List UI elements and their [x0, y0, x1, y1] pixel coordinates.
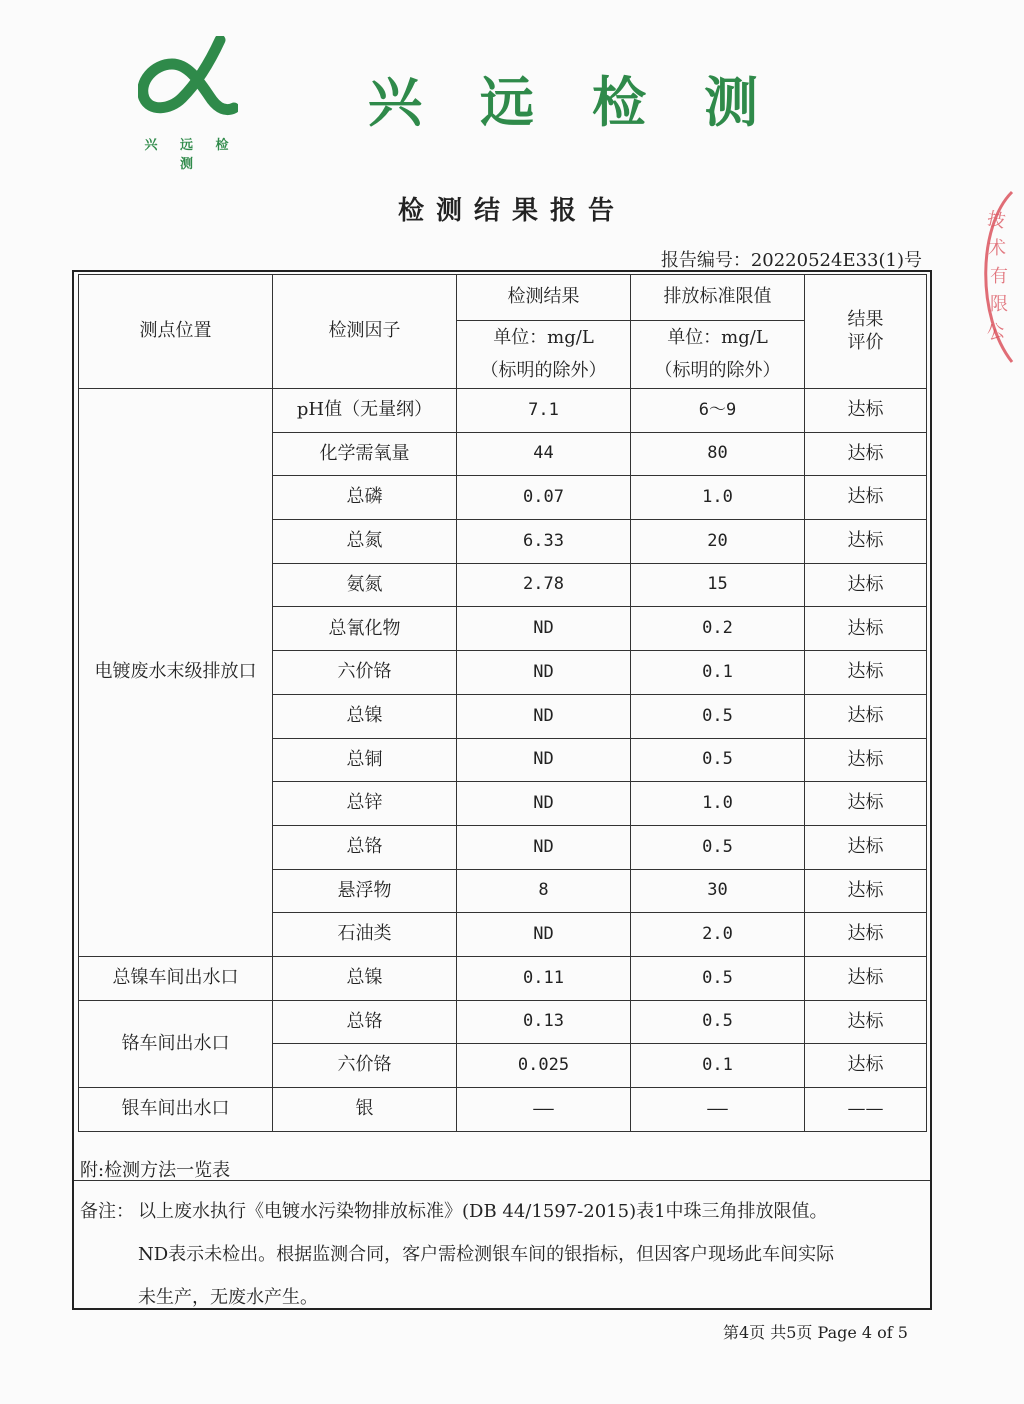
- cell-evaluation: 达标: [805, 825, 927, 869]
- svg-text:有: 有: [990, 266, 1008, 287]
- cell-limit: 0.5: [631, 1000, 805, 1044]
- remark-label: 备注：: [80, 1201, 134, 1222]
- cell-factor: 化学需氧量: [273, 432, 457, 476]
- cell-result: ND: [457, 607, 631, 651]
- cell-factor: 石油类: [273, 913, 457, 957]
- cell-location: 总镍车间出水口: [79, 956, 273, 1000]
- cell-location: 铬车间出水口: [79, 1000, 273, 1087]
- cell-location: 银车间出水口: [79, 1088, 273, 1132]
- cell-factor: 银: [273, 1088, 457, 1132]
- cell-limit: 1.0: [631, 782, 805, 826]
- red-seal-stamp-icon: [972, 186, 1024, 366]
- cell-evaluation: 达标: [805, 607, 927, 651]
- cell-limit: 80: [631, 432, 805, 476]
- cell-evaluation: 达标: [805, 869, 927, 913]
- table-row: [79, 1000, 927, 1044]
- cell-result: 44: [457, 432, 631, 476]
- header-result: 检测结果: [457, 275, 631, 321]
- svg-text:公: 公: [984, 320, 1007, 345]
- cell-limit: 0.5: [631, 694, 805, 738]
- cell-evaluation: 达标: [805, 651, 927, 695]
- cell-evaluation: 达标: [805, 1044, 927, 1088]
- svg-text:限: 限: [990, 294, 1008, 315]
- cell-result: ND: [457, 913, 631, 957]
- cell-limit: 0.1: [631, 651, 805, 695]
- cell-limit: 0.5: [631, 825, 805, 869]
- cell-evaluation: 达标: [805, 563, 927, 607]
- cell-evaluation: 达标: [805, 782, 927, 826]
- cell-evaluation: 达标: [805, 1000, 927, 1044]
- cell-result: ND: [457, 825, 631, 869]
- brand-title: 兴远检测: [368, 71, 816, 134]
- svg-text:技: 技: [985, 208, 1008, 233]
- page-footer: 第4页 共5页 Page 4 of 5: [722, 1323, 908, 1342]
- cell-evaluation: ——: [805, 1088, 927, 1132]
- cell-location: 电镀废水末级排放口: [79, 389, 273, 957]
- header-limit: 排放标准限值: [631, 275, 805, 321]
- cell-result: ND: [457, 694, 631, 738]
- cell-factor: pH值（无量纲）: [273, 389, 457, 433]
- cell-result: ND: [457, 738, 631, 782]
- cell-result: ——: [457, 1088, 631, 1132]
- cell-factor: 总磷: [273, 476, 457, 520]
- header-location: 测点位置: [79, 275, 273, 389]
- cell-factor: 氨氮: [273, 563, 457, 607]
- cell-limit: 6～9: [631, 389, 805, 433]
- results-table: [78, 274, 927, 1132]
- cell-evaluation: 达标: [805, 520, 927, 564]
- company-seal: [972, 186, 1024, 366]
- cell-limit: 0.2: [631, 607, 805, 651]
- report-title: 检测结果报告: [397, 196, 626, 226]
- cell-limit: 2.0: [631, 913, 805, 957]
- cell-result: 8: [457, 869, 631, 913]
- remarks: [80, 1190, 920, 1319]
- limit-unit: 单位：mg/L: [667, 327, 768, 348]
- company-logo: [136, 36, 246, 172]
- cell-result: 2.78: [457, 563, 631, 607]
- cell-factor: 总铬: [273, 1000, 457, 1044]
- cell-result: 7.1: [457, 389, 631, 433]
- remark-line-2: ND表示未检出。根据监测合同，客户需检测银车间的银指标，但因客户现场此车间实际: [138, 1244, 835, 1265]
- cell-evaluation: 达标: [805, 694, 927, 738]
- table-row: [79, 389, 927, 433]
- cell-factor: 总氮: [273, 520, 457, 564]
- cell-result: 0.13: [457, 1000, 631, 1044]
- cell-limit: ——: [631, 1088, 805, 1132]
- cell-limit: 0.5: [631, 738, 805, 782]
- appendix-divider: [74, 1180, 930, 1181]
- cell-evaluation: 达标: [805, 913, 927, 957]
- cell-result: ND: [457, 782, 631, 826]
- cell-evaluation: 达标: [805, 476, 927, 520]
- cell-factor: 总镍: [273, 956, 457, 1000]
- cell-factor: 总锌: [273, 782, 457, 826]
- limit-unit-note: （标明的除外）: [654, 359, 781, 381]
- cell-evaluation: 达标: [805, 738, 927, 782]
- cell-result: 0.11: [457, 956, 631, 1000]
- header-evaluation-text: 结果评价: [847, 309, 884, 353]
- remark-line-3: 未生产，无废水产生。: [138, 1287, 318, 1308]
- cell-factor: 总铬: [273, 825, 457, 869]
- cell-evaluation: 达标: [805, 389, 927, 433]
- cell-factor: 悬浮物: [273, 869, 457, 913]
- cell-limit: 20: [631, 520, 805, 564]
- cell-factor: 总氰化物: [273, 607, 457, 651]
- cell-limit: 15: [631, 563, 805, 607]
- alpha-fish-logo-icon: [138, 36, 238, 120]
- cell-factor: 六价铬: [273, 651, 457, 695]
- result-unit-note: （标明的除外）: [480, 359, 607, 381]
- header-factor: 检测因子: [273, 275, 457, 389]
- cell-factor: 总镍: [273, 694, 457, 738]
- header-evaluation: [805, 275, 927, 389]
- cell-result: 0.025: [457, 1044, 631, 1088]
- cell-limit: 0.1: [631, 1044, 805, 1088]
- cell-result: 6.33: [457, 520, 631, 564]
- logo-subtitle: 兴 远 检 测: [144, 138, 238, 172]
- cell-limit: 1.0: [631, 476, 805, 520]
- cell-result: ND: [457, 651, 631, 695]
- cell-limit: 30: [631, 869, 805, 913]
- table-row: [79, 1088, 927, 1132]
- appendix-label: 附:检测方法一览表: [80, 1160, 231, 1181]
- cell-factor: 总铜: [273, 738, 457, 782]
- svg-text:术: 术: [988, 238, 1006, 259]
- header-limit-unit: [631, 321, 805, 389]
- cell-evaluation: 达标: [805, 956, 927, 1000]
- remark-line-1: 以上废水执行《电镀水污染物排放标准》(DB 44/1597-2015)表1中珠三角排放限值。: [138, 1201, 828, 1222]
- cell-factor: 六价铬: [273, 1044, 457, 1088]
- report-number: 报告编号：20220524E33(1)号: [660, 250, 922, 271]
- cell-evaluation: 达标: [805, 432, 927, 476]
- result-unit: 单位：mg/L: [493, 327, 594, 348]
- header-result-unit: [457, 321, 631, 389]
- cell-result: 0.07: [457, 476, 631, 520]
- cell-limit: 0.5: [631, 956, 805, 1000]
- table-row: [79, 956, 927, 1000]
